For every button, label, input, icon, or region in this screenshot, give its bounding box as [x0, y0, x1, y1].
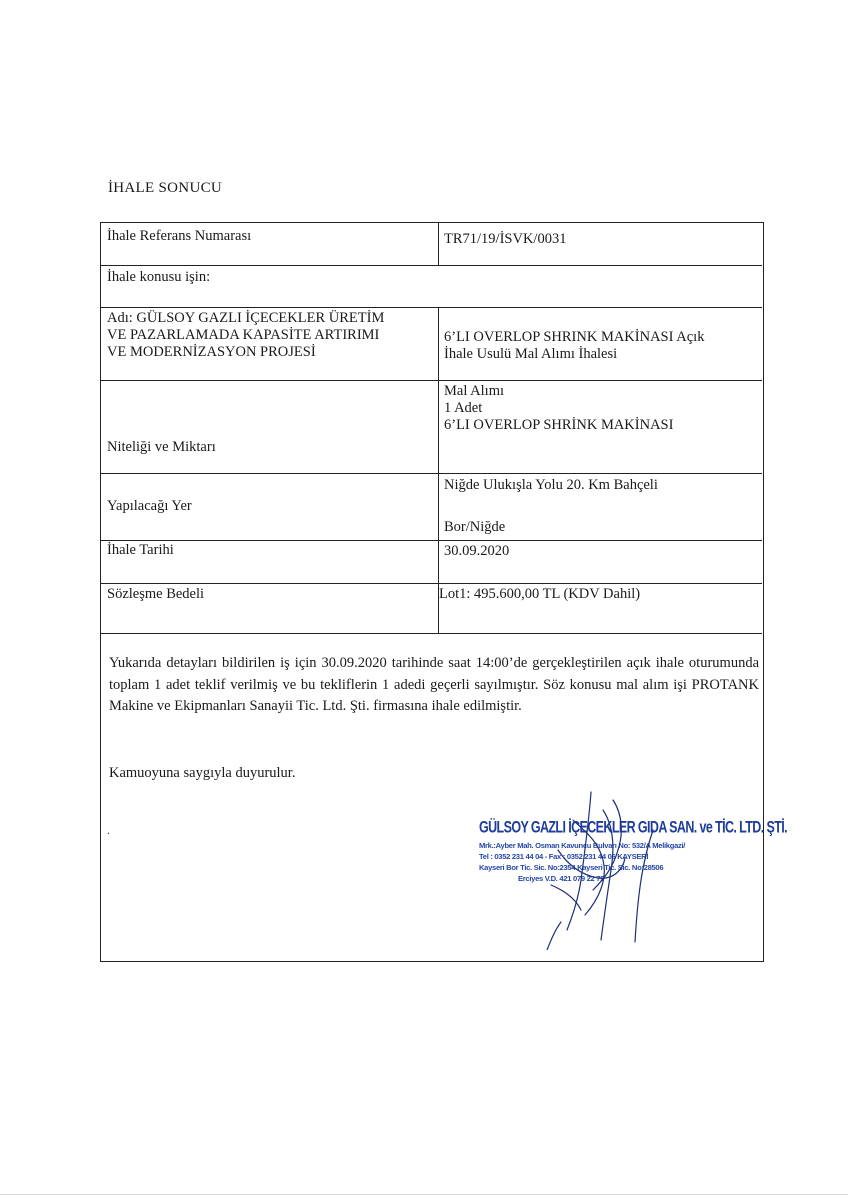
stamp-company-name: GÜLSOY GAZLI İÇECEKLER GIDA SAN. ve TİC. LTD. ŞTİ.: [479, 817, 787, 837]
company-stamp: [463, 790, 787, 950]
place-label: Yapılacağı Yer: [107, 498, 192, 514]
text-line: Adı: GÜLSOY GAZLI İÇECEKLER ÜRETİM: [107, 310, 385, 326]
place-value-line2: Bor/Niğde: [444, 519, 506, 535]
column-divider: [438, 307, 439, 633]
text-line: 6’LI OVERLOP SHRINK MAKİNASI Açık: [444, 329, 705, 345]
row-divider: [101, 633, 762, 634]
closing-text: Kamuoyuna saygıyla duyurulur.: [109, 765, 296, 781]
document-title: İHALE SONUCU: [108, 180, 223, 196]
date-value: 30.09.2020: [444, 543, 510, 559]
handwritten-signature: [463, 790, 693, 950]
row-divider: [101, 540, 762, 541]
text-line: VE PAZARLAMADA KAPASİTE ARTIRIMI: [107, 327, 380, 343]
project-name-value: [444, 329, 704, 363]
date-label: İhale Tarihi: [107, 542, 174, 558]
result-paragraph: Yukarıda detayları bildirilen iş için 30.09.2020 tarihinde saat 14:00’de gerçekleştirilen açık ihale oturumunda toplam 1 adet teklif verilmiş ve bu tekliflerin 1 adedi geçerli sayılmıştır. Söz konusu mal alım işi PROTANK Makine ve Ekipmanları Sanayii Tic. Ltd. Şti. firmasına ihale edilmiştir.: [109, 655, 759, 714]
stray-mark: .: [107, 823, 110, 837]
text-line: Mal Alımı: [444, 383, 505, 399]
price-label: Sözleşme Bedeli: [107, 586, 205, 602]
project-name-label: [107, 310, 384, 361]
text-line: VE MODERNİZASYON PROJESİ: [107, 344, 316, 360]
text-line: İhale Usulü Mal Alımı İhalesi: [444, 346, 618, 362]
row-divider: [101, 380, 762, 381]
subject-label: İhale konusu işin:: [107, 269, 211, 285]
text-line: 1 Adet: [444, 400, 483, 416]
row-divider: [101, 307, 762, 308]
page-bottom-edge: [0, 1194, 848, 1195]
stamp-address-line: Mrk.:Ayber Mah. Osman Kavuncu Bulvarı No: 532/A Melikgazi/: [479, 841, 686, 850]
place-value-line1: Niğde Ulukışla Yolu 20. Km Bahçeli: [444, 477, 658, 493]
tender-result-box: [100, 222, 787, 962]
column-divider: [438, 223, 439, 265]
row-divider: [101, 265, 762, 266]
price-value: Lot1: 495.600,00 TL (KDV Dahil): [439, 586, 641, 602]
stamp-registry-line: Kayseri Bor Tic. Sic. No:2354 Kayseri Tic. Sic. No:28506: [479, 863, 664, 872]
stamp-tax-line: Erciyes V.D. 421 079 22 79: [518, 874, 605, 883]
text-line: 6’LI OVERLOP SHRİNK MAKİNASI: [444, 417, 674, 433]
ref-number-label: İhale Referans Numarası: [107, 228, 252, 244]
nature-value: [444, 383, 673, 434]
row-divider: [101, 583, 762, 584]
row-divider: [101, 473, 762, 474]
stamp-phone-line: Tel : 0352 231 44 04 - Fax : 0352 231 44 06 KAYSERİ: [479, 852, 649, 861]
nature-label: Niteliği ve Miktarı: [107, 439, 216, 455]
ref-number-value: TR71/19/İSVK/0031: [444, 231, 567, 247]
